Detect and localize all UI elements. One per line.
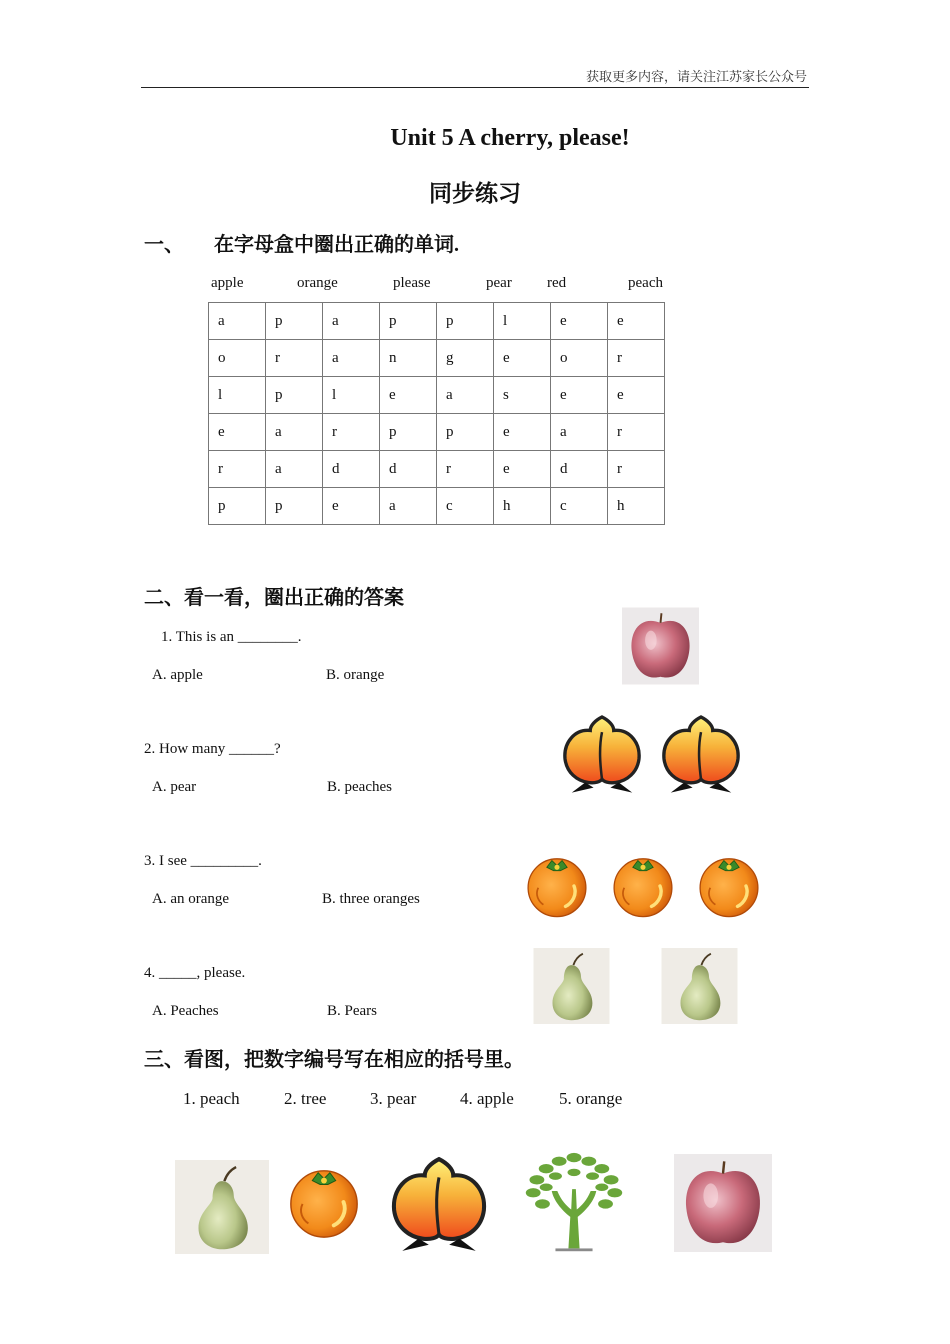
grid-cell[interactable]: c bbox=[551, 488, 608, 525]
word-item: orange bbox=[297, 275, 338, 291]
label-item: 4. apple bbox=[460, 1089, 514, 1108]
grid-cell[interactable]: n bbox=[380, 340, 437, 377]
grid-cell[interactable]: e bbox=[608, 377, 665, 414]
word-item: please bbox=[393, 275, 431, 291]
grid-cell[interactable]: e bbox=[494, 451, 551, 488]
question-2: 2. How many ______? bbox=[144, 741, 281, 757]
orange-image bbox=[695, 849, 763, 923]
grid-cell[interactable]: r bbox=[209, 451, 266, 488]
grid-row bbox=[209, 303, 665, 340]
option-a[interactable]: A. pear bbox=[152, 779, 197, 795]
grid-cell[interactable]: p bbox=[437, 414, 494, 451]
grid-cell[interactable]: l bbox=[323, 377, 380, 414]
grid-cell[interactable]: o bbox=[209, 340, 266, 377]
grid-cell[interactable]: p bbox=[380, 414, 437, 451]
grid-cell[interactable]: l bbox=[494, 303, 551, 340]
option-b[interactable]: B. orange bbox=[326, 667, 385, 683]
word-item: peach bbox=[628, 275, 663, 291]
grid-cell[interactable]: d bbox=[380, 451, 437, 488]
grid-row bbox=[209, 488, 665, 525]
grid-cell[interactable]: a bbox=[266, 451, 323, 488]
option-a[interactable]: A. apple bbox=[152, 667, 203, 683]
grid-cell[interactable]: a bbox=[266, 414, 323, 451]
grid-cell[interactable]: d bbox=[551, 451, 608, 488]
grid-cell[interactable]: e bbox=[380, 377, 437, 414]
grid-cell[interactable]: r bbox=[608, 451, 665, 488]
label-item: 2. tree bbox=[284, 1089, 327, 1108]
grid-cell[interactable]: e bbox=[608, 303, 665, 340]
grid-cell[interactable]: e bbox=[494, 414, 551, 451]
grid-cell[interactable]: s bbox=[494, 377, 551, 414]
word-item: apple bbox=[211, 275, 244, 291]
header-divider bbox=[141, 87, 809, 88]
apple-image bbox=[622, 606, 699, 686]
option-a[interactable]: A. an orange bbox=[152, 891, 230, 907]
grid-cell[interactable]: d bbox=[323, 451, 380, 488]
orange-image bbox=[523, 849, 591, 923]
grid-cell[interactable]: a bbox=[437, 377, 494, 414]
label-list bbox=[0, 1089, 950, 1111]
pear-image bbox=[174, 1160, 270, 1254]
peach-image bbox=[560, 712, 644, 796]
label-item: 5. orange bbox=[559, 1089, 623, 1108]
grid-cell[interactable]: r bbox=[266, 340, 323, 377]
header-note: 获取更多内容，请关注江苏家长公众号 bbox=[585, 69, 807, 84]
grid-cell[interactable]: r bbox=[608, 414, 665, 451]
section1-heading: 一、 在字母盒中圈出正确的单词. bbox=[144, 234, 459, 256]
apple-image bbox=[674, 1152, 772, 1254]
question-1: 1. This is an ________. bbox=[161, 629, 302, 645]
grid-cell[interactable]: e bbox=[323, 488, 380, 525]
orange-image bbox=[609, 849, 677, 923]
question-4: 4. _____, please. bbox=[144, 965, 246, 981]
option-a[interactable]: A. Peaches bbox=[152, 1003, 219, 1019]
peach-image bbox=[384, 1153, 494, 1255]
grid-cell[interactable]: p bbox=[266, 377, 323, 414]
option-b[interactable]: B. peaches bbox=[327, 779, 392, 795]
grid-row bbox=[209, 377, 665, 414]
grid-cell[interactable]: p bbox=[437, 303, 494, 340]
grid-cell[interactable]: e bbox=[551, 377, 608, 414]
page-title: Unit 5 A cherry, please! bbox=[390, 125, 630, 151]
grid-cell[interactable]: a bbox=[209, 303, 266, 340]
label-item: 1. peach bbox=[183, 1089, 240, 1108]
option-b[interactable]: B. three oranges bbox=[322, 891, 420, 907]
peach-image bbox=[659, 712, 743, 796]
word-item: red bbox=[547, 275, 567, 291]
grid-row bbox=[209, 340, 665, 377]
grid-row bbox=[209, 451, 665, 488]
orange-image bbox=[285, 1160, 363, 1244]
grid-cell[interactable]: r bbox=[608, 340, 665, 377]
grid-cell[interactable]: o bbox=[551, 340, 608, 377]
grid-cell[interactable]: a bbox=[551, 414, 608, 451]
label-item: 3. pear bbox=[370, 1089, 417, 1108]
pear-image bbox=[661, 948, 738, 1024]
grid-cell[interactable]: a bbox=[380, 488, 437, 525]
grid-cell[interactable]: p bbox=[209, 488, 266, 525]
option-b[interactable]: B. Pears bbox=[327, 1003, 377, 1019]
grid-cell[interactable]: l bbox=[209, 377, 266, 414]
grid-row bbox=[209, 414, 665, 451]
grid-cell[interactable]: r bbox=[437, 451, 494, 488]
grid-cell[interactable]: h bbox=[494, 488, 551, 525]
grid-cell[interactable]: c bbox=[437, 488, 494, 525]
grid-cell[interactable]: p bbox=[266, 303, 323, 340]
grid-cell[interactable]: e bbox=[209, 414, 266, 451]
pear-image bbox=[533, 948, 610, 1024]
section3-heading: 三、看图，把数字编号写在相应的括号里。 bbox=[144, 1049, 524, 1071]
grid-cell[interactable]: a bbox=[323, 340, 380, 377]
grid-cell[interactable]: a bbox=[323, 303, 380, 340]
grid-cell[interactable]: g bbox=[437, 340, 494, 377]
tree-image bbox=[514, 1152, 634, 1254]
grid-cell[interactable]: h bbox=[608, 488, 665, 525]
section2-heading: 二、看一看，圈出正确的答案 bbox=[144, 587, 404, 609]
grid-cell[interactable]: e bbox=[494, 340, 551, 377]
grid-cell[interactable]: p bbox=[380, 303, 437, 340]
word-item: pear bbox=[486, 275, 512, 291]
letter-grid bbox=[208, 302, 665, 525]
page-subtitle: 同步练习 bbox=[429, 181, 521, 206]
grid-cell[interactable]: r bbox=[323, 414, 380, 451]
question-3: 3. I see _________. bbox=[144, 853, 262, 869]
word-list bbox=[0, 275, 950, 295]
grid-cell[interactable]: p bbox=[266, 488, 323, 525]
grid-cell[interactable]: e bbox=[551, 303, 608, 340]
